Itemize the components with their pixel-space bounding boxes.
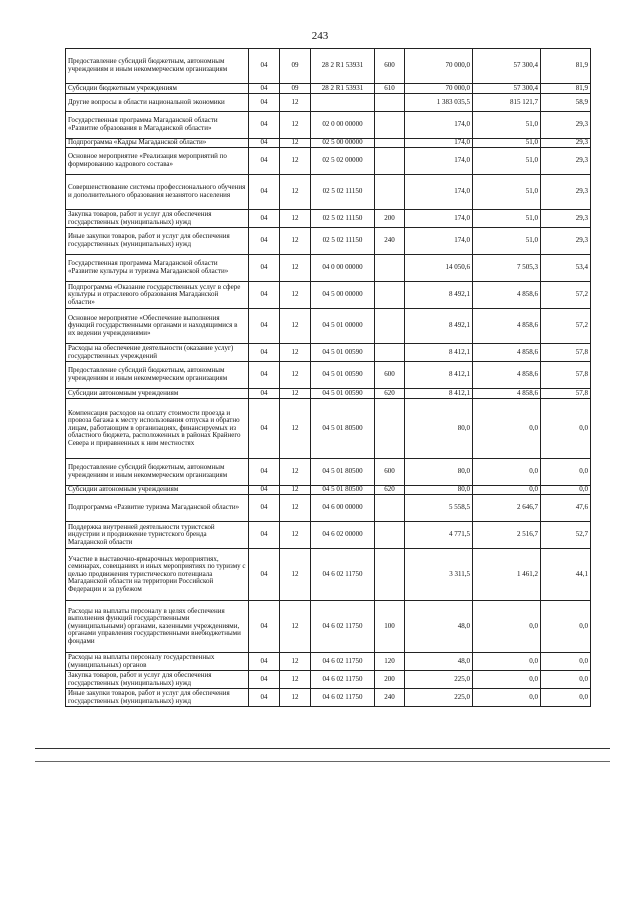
cell-planned-amount: 80,0 — [405, 486, 473, 495]
cell-planned-amount: 48,0 — [405, 653, 473, 671]
cell-actual-amount: 7 505,3 — [473, 255, 541, 282]
cell-target-article: 04 5 01 80500 — [311, 486, 375, 495]
cell-section: 04 — [249, 228, 280, 255]
table-row — [66, 228, 591, 255]
cell-target-article: 02 5 02 11150 — [311, 210, 375, 228]
cell-target-article: 04 5 01 00590 — [311, 389, 375, 399]
cell-name: Иные закупки товаров, работ и услуг для обеспечения государственных (муниципальных) нужд — [66, 689, 249, 707]
divider-line — [35, 748, 610, 749]
cell-execution-percent: 0,0 — [541, 459, 591, 486]
cell-planned-amount: 3 311,5 — [405, 549, 473, 601]
table-row — [66, 139, 591, 148]
cell-subsection: 09 — [280, 84, 311, 94]
table-row — [66, 601, 591, 653]
table-row — [66, 549, 591, 601]
cell-planned-amount: 4 771,5 — [405, 522, 473, 549]
cell-subsection: 09 — [280, 49, 311, 84]
cell-actual-amount: 0,0 — [473, 689, 541, 707]
cell-execution-percent: 0,0 — [541, 399, 591, 459]
cell-execution-percent: 81,9 — [541, 49, 591, 84]
cell-subsection: 12 — [280, 210, 311, 228]
cell-execution-percent: 57,8 — [541, 344, 591, 362]
page-number: 243 — [311, 30, 329, 42]
cell-section: 04 — [249, 495, 280, 522]
cell-name: Расходы на обеспечение деятельности (оказание услуг) государственных учреждений — [66, 344, 249, 362]
cell-actual-amount: 4 858,6 — [473, 362, 541, 389]
cell-planned-amount: 70 000,0 — [405, 49, 473, 84]
cell-execution-percent: 29,3 — [541, 148, 591, 175]
cell-actual-amount: 51,0 — [473, 210, 541, 228]
cell-planned-amount: 8 412,1 — [405, 344, 473, 362]
table-row — [66, 522, 591, 549]
cell-planned-amount: 5 558,5 — [405, 495, 473, 522]
cell-subsection: 12 — [280, 148, 311, 175]
cell-name: Участие в выставочно-ярмарочных мероприятиях, семинарах, совещаниях и иных мероприятиях по туризму с целью продвижения туристического потенциала Магаданской области на территории Российской Федерации и за рубежом — [66, 549, 249, 601]
cell-target-article: 04 5 01 80500 — [311, 459, 375, 486]
cell-target-article: 04 0 00 00000 — [311, 255, 375, 282]
cell-target-article: 04 6 02 11750 — [311, 671, 375, 689]
cell-actual-amount: 51,0 — [473, 175, 541, 210]
cell-subsection: 12 — [280, 486, 311, 495]
cell-target-article: 04 5 01 00590 — [311, 344, 375, 362]
cell-execution-percent: 0,0 — [541, 653, 591, 671]
cell-planned-amount: 70 000,0 — [405, 84, 473, 94]
cell-subsection: 12 — [280, 495, 311, 522]
cell-actual-amount: 4 858,6 — [473, 389, 541, 399]
cell-execution-percent: 29,3 — [541, 210, 591, 228]
cell-subsection: 12 — [280, 389, 311, 399]
cell-actual-amount: 0,0 — [473, 653, 541, 671]
cell-subsection: 12 — [280, 139, 311, 148]
cell-section: 04 — [249, 362, 280, 389]
cell-execution-percent: 81,9 — [541, 84, 591, 94]
cell-target-article: 04 6 00 00000 — [311, 495, 375, 522]
table-row — [66, 389, 591, 399]
table-row — [66, 486, 591, 495]
table-row — [66, 671, 591, 689]
cell-subsection: 12 — [280, 112, 311, 139]
cell-name: Основное мероприятие «Обеспечение выполнения функций государственными органами и находящимися в их ведении учреждениями» — [66, 309, 249, 344]
cell-subsection: 12 — [280, 689, 311, 707]
cell-expense-type: 620 — [375, 389, 405, 399]
cell-expense-type: 600 — [375, 49, 405, 84]
cell-expense-type: 120 — [375, 653, 405, 671]
cell-actual-amount: 51,0 — [473, 148, 541, 175]
cell-subsection: 12 — [280, 309, 311, 344]
cell-subsection: 12 — [280, 175, 311, 210]
cell-expense-type — [375, 139, 405, 148]
cell-section: 04 — [249, 389, 280, 399]
cell-planned-amount: 174,0 — [405, 112, 473, 139]
cell-target-article: 02 0 00 00000 — [311, 112, 375, 139]
cell-expense-type — [375, 495, 405, 522]
cell-target-article: 02 5 00 00000 — [311, 139, 375, 148]
cell-subsection: 12 — [280, 255, 311, 282]
cell-planned-amount: 1 383 035,5 — [405, 94, 473, 112]
cell-expense-type — [375, 282, 405, 309]
cell-name: Государственная программа Магаданской области «Развитие образования в Магаданской области» — [66, 112, 249, 139]
cell-section: 04 — [249, 175, 280, 210]
cell-planned-amount: 225,0 — [405, 671, 473, 689]
cell-target-article: 04 5 01 00590 — [311, 362, 375, 389]
cell-name: Иные закупки товаров, работ и услуг для обеспечения государственных (муниципальных) нужд — [66, 228, 249, 255]
cell-execution-percent: 53,4 — [541, 255, 591, 282]
cell-execution-percent: 44,1 — [541, 549, 591, 601]
cell-execution-percent: 29,3 — [541, 175, 591, 210]
cell-section: 04 — [249, 344, 280, 362]
cell-execution-percent: 29,3 — [541, 228, 591, 255]
cell-subsection: 12 — [280, 282, 311, 309]
cell-expense-type — [375, 175, 405, 210]
cell-target-article: 04 6 02 00000 — [311, 522, 375, 549]
cell-section: 04 — [249, 689, 280, 707]
cell-subsection: 12 — [280, 228, 311, 255]
cell-section: 04 — [249, 399, 280, 459]
cell-name: Государственная программа Магаданской области «Развитие культуры и туризма Магаданской области» — [66, 255, 249, 282]
cell-target-article — [311, 94, 375, 112]
cell-section: 04 — [249, 148, 280, 175]
cell-planned-amount: 80,0 — [405, 459, 473, 486]
cell-expense-type: 100 — [375, 601, 405, 653]
table-row — [66, 653, 591, 671]
table-row — [66, 94, 591, 112]
cell-subsection: 12 — [280, 344, 311, 362]
cell-name: Субсидии автономным учреждениям — [66, 389, 249, 399]
cell-section: 04 — [249, 549, 280, 601]
table-row — [66, 210, 591, 228]
cell-actual-amount: 51,0 — [473, 228, 541, 255]
cell-execution-percent: 57,2 — [541, 282, 591, 309]
cell-execution-percent: 29,3 — [541, 112, 591, 139]
cell-target-article: 04 6 02 11750 — [311, 689, 375, 707]
cell-section: 04 — [249, 210, 280, 228]
cell-expense-type: 240 — [375, 228, 405, 255]
cell-target-article: 28 2 R1 53931 — [311, 49, 375, 84]
cell-name: Другие вопросы в области национальной экономики — [66, 94, 249, 112]
cell-execution-percent: 29,3 — [541, 139, 591, 148]
cell-expense-type — [375, 399, 405, 459]
cell-actual-amount: 0,0 — [473, 459, 541, 486]
table-row — [66, 84, 591, 94]
cell-section: 04 — [249, 139, 280, 148]
cell-expense-type — [375, 344, 405, 362]
cell-subsection: 12 — [280, 94, 311, 112]
cell-actual-amount: 0,0 — [473, 399, 541, 459]
cell-expense-type — [375, 112, 405, 139]
table-row — [66, 49, 591, 84]
table-row — [66, 689, 591, 707]
table-row — [66, 362, 591, 389]
cell-expense-type: 200 — [375, 671, 405, 689]
cell-planned-amount: 174,0 — [405, 139, 473, 148]
cell-planned-amount: 174,0 — [405, 175, 473, 210]
cell-planned-amount: 8 492,1 — [405, 309, 473, 344]
cell-name: Закупка товаров, работ и услуг для обеспечения государственных (муниципальных) нужд — [66, 210, 249, 228]
cell-target-article: 04 5 00 00000 — [311, 282, 375, 309]
cell-subsection: 12 — [280, 671, 311, 689]
table-row — [66, 344, 591, 362]
cell-actual-amount: 2 646,7 — [473, 495, 541, 522]
cell-expense-type — [375, 148, 405, 175]
cell-planned-amount: 8 492,1 — [405, 282, 473, 309]
table-row — [66, 399, 591, 459]
cell-execution-percent: 58,9 — [541, 94, 591, 112]
cell-name: Предоставление субсидий бюджетным, автономным учреждениям и иным некоммерческим организациям — [66, 459, 249, 486]
cell-target-article: 04 6 02 11750 — [311, 601, 375, 653]
cell-execution-percent: 0,0 — [541, 689, 591, 707]
cell-section: 04 — [249, 486, 280, 495]
cell-execution-percent: 52,7 — [541, 522, 591, 549]
table-row — [66, 282, 591, 309]
cell-expense-type — [375, 94, 405, 112]
cell-name: Поддержка внутренней деятельности туристской индустрии и продвижение туристского бренда Магаданской области — [66, 522, 249, 549]
cell-name: Компенсация расходов на оплату стоимости проезда и провоза багажа к месту использования отпуска и обратно лицам, работающим в организациях, финансируемых из областного бюджета, расположенных в районах Крайнего Севера и приравненных к ним местностях — [66, 399, 249, 459]
cell-name: Подпрограмма «Оказание государственных услуг в сфере культуры и отраслевого образования Магаданской области» — [66, 282, 249, 309]
budget-table — [65, 48, 591, 707]
cell-expense-type: 610 — [375, 84, 405, 94]
cell-subsection: 12 — [280, 362, 311, 389]
cell-planned-amount: 8 412,1 — [405, 389, 473, 399]
cell-planned-amount: 8 412,1 — [405, 362, 473, 389]
cell-actual-amount: 4 858,6 — [473, 309, 541, 344]
table-row — [66, 175, 591, 210]
cell-section: 04 — [249, 309, 280, 344]
cell-target-article: 28 2 R1 53931 — [311, 84, 375, 94]
cell-section: 04 — [249, 112, 280, 139]
cell-section: 04 — [249, 94, 280, 112]
table-row — [66, 112, 591, 139]
cell-section: 04 — [249, 601, 280, 653]
cell-section: 04 — [249, 255, 280, 282]
table-row — [66, 459, 591, 486]
cell-name: Предоставление субсидий бюджетным, автономным учреждениям и иным некоммерческим организациям — [66, 49, 249, 84]
cell-target-article: 02 5 02 11150 — [311, 228, 375, 255]
cell-actual-amount: 57 300,4 — [473, 49, 541, 84]
cell-execution-percent: 0,0 — [541, 671, 591, 689]
cell-name: Расходы на выплаты персоналу в целях обеспечения выполнения функций государственными (муниципальными) органами, казенными учреждениями, органами управления государственными внебюджетными фондами — [66, 601, 249, 653]
cell-section: 04 — [249, 522, 280, 549]
cell-name: Предоставление субсидий бюджетным, автономным учреждениям и иным некоммерческим организациям — [66, 362, 249, 389]
cell-section: 04 — [249, 84, 280, 94]
cell-expense-type — [375, 309, 405, 344]
cell-target-article: 04 6 02 11750 — [311, 653, 375, 671]
cell-actual-amount: 0,0 — [473, 601, 541, 653]
budget-table-body — [66, 49, 591, 707]
cell-planned-amount: 174,0 — [405, 210, 473, 228]
cell-execution-percent: 57,8 — [541, 362, 591, 389]
table-row — [66, 255, 591, 282]
cell-section: 04 — [249, 282, 280, 309]
cell-expense-type — [375, 255, 405, 282]
cell-planned-amount: 48,0 — [405, 601, 473, 653]
cell-actual-amount: 4 858,6 — [473, 282, 541, 309]
cell-target-article: 04 6 02 11750 — [311, 549, 375, 601]
cell-target-article: 02 5 02 11150 — [311, 175, 375, 210]
cell-actual-amount: 4 858,6 — [473, 344, 541, 362]
cell-subsection: 12 — [280, 601, 311, 653]
cell-target-article: 04 5 01 80500 — [311, 399, 375, 459]
cell-expense-type: 600 — [375, 459, 405, 486]
table-row — [66, 148, 591, 175]
cell-execution-percent: 57,2 — [541, 309, 591, 344]
cell-subsection: 12 — [280, 549, 311, 601]
cell-name: Подпрограмма «Развитие туризма Магаданской области» — [66, 495, 249, 522]
cell-planned-amount: 174,0 — [405, 148, 473, 175]
cell-actual-amount: 51,0 — [473, 112, 541, 139]
cell-planned-amount: 80,0 — [405, 399, 473, 459]
cell-section: 04 — [249, 671, 280, 689]
cell-subsection: 12 — [280, 399, 311, 459]
cell-expense-type: 600 — [375, 362, 405, 389]
cell-execution-percent: 0,0 — [541, 486, 591, 495]
cell-actual-amount: 57 300,4 — [473, 84, 541, 94]
cell-expense-type: 620 — [375, 486, 405, 495]
cell-expense-type — [375, 522, 405, 549]
cell-planned-amount: 174,0 — [405, 228, 473, 255]
cell-name: Субсидии бюджетным учреждениям — [66, 84, 249, 94]
cell-expense-type: 200 — [375, 210, 405, 228]
cell-expense-type — [375, 549, 405, 601]
cell-actual-amount: 815 121,7 — [473, 94, 541, 112]
divider-line — [35, 761, 610, 762]
cell-planned-amount: 14 050,6 — [405, 255, 473, 282]
cell-name: Расходы на выплаты персоналу государственных (муниципальных) органов — [66, 653, 249, 671]
cell-section: 04 — [249, 49, 280, 84]
cell-actual-amount: 51,0 — [473, 139, 541, 148]
cell-target-article: 02 5 02 00000 — [311, 148, 375, 175]
cell-subsection: 12 — [280, 653, 311, 671]
cell-actual-amount: 2 516,7 — [473, 522, 541, 549]
cell-section: 04 — [249, 459, 280, 486]
cell-section: 04 — [249, 653, 280, 671]
cell-subsection: 12 — [280, 522, 311, 549]
cell-expense-type: 240 — [375, 689, 405, 707]
cell-execution-percent: 57,8 — [541, 389, 591, 399]
cell-actual-amount: 1 461,2 — [473, 549, 541, 601]
cell-actual-amount: 0,0 — [473, 486, 541, 495]
cell-name: Субсидии автономным учреждениям — [66, 486, 249, 495]
cell-name: Закупка товаров, работ и услуг для обеспечения государственных (муниципальных) нужд — [66, 671, 249, 689]
cell-name: Подпрограмма «Кадры Магаданской области» — [66, 139, 249, 148]
cell-name: Совершенствование системы профессионального обучения и дополнительного образования незанятого населения — [66, 175, 249, 210]
cell-target-article: 04 5 01 00000 — [311, 309, 375, 344]
table-row — [66, 309, 591, 344]
table-row — [66, 495, 591, 522]
cell-actual-amount: 0,0 — [473, 671, 541, 689]
cell-subsection: 12 — [280, 459, 311, 486]
cell-name: Основное мероприятие «Реализация мероприятий по формированию кадрового состава» — [66, 148, 249, 175]
cell-planned-amount: 225,0 — [405, 689, 473, 707]
cell-execution-percent: 47,6 — [541, 495, 591, 522]
cell-execution-percent: 0,0 — [541, 601, 591, 653]
